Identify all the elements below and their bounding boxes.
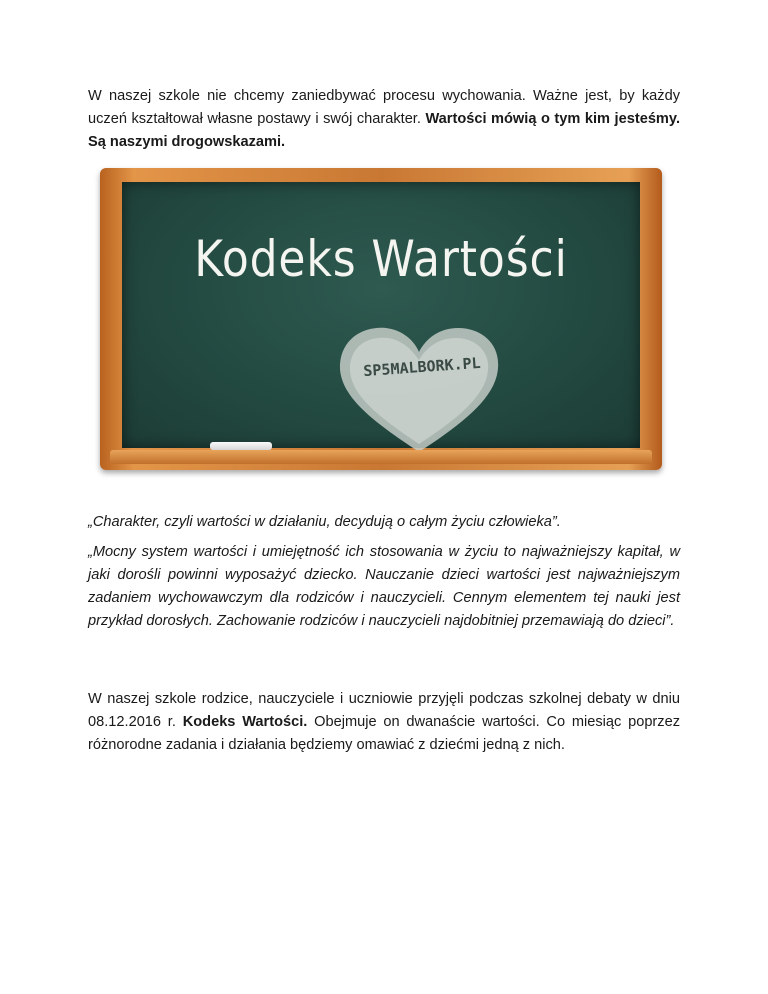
chalk-stick bbox=[210, 442, 272, 450]
chalkboard-surface bbox=[122, 182, 640, 448]
intro-bold-text: Wartości mówią o tym kim jesteśmy. Są naszymi drogowskazami. bbox=[88, 111, 680, 150]
intro-paragraph bbox=[88, 85, 680, 154]
chalk-heart-icon bbox=[334, 324, 504, 456]
chalkboard-title: Kodeks Wartości bbox=[194, 230, 568, 288]
closing-bold-text: Kodeks Wartości. bbox=[182, 714, 308, 730]
closing-paragraph bbox=[88, 688, 680, 757]
closing-text-after: Obejmuje on dwanaście wartości. Co miesiąc poprzez różnorodne zadania i działania będziemy omawiać z dziećmi jedną z nich. bbox=[88, 714, 681, 753]
intro-text: W naszej szkole nie chcemy zaniedbywać procesu wychowania. Ważne jest, by każdy uczeń kształtował własne postawy i swój charakter. bbox=[88, 88, 680, 127]
quote-1: „Charakter, czyli wartości w działaniu, decydują o całym życiu człowieka”. bbox=[88, 514, 561, 530]
closing-text-before: W naszej szkole rodzice, nauczyciele i uczniowie przyjęli podczas szkolnej debaty w dniu 08.12.2016 r. bbox=[88, 691, 680, 730]
chalkboard-image bbox=[100, 168, 662, 470]
quote-2: „Mocny system wartości i umiejętność ich stosowania w życiu to najważniejszy kapitał, w jaki dorośli powinni wyposażyć dziecko. Nauczanie dzieci wartości jest najważniejszym zadaniem wychowawczym dla rodziców i nauczycieli. Cennym elementem tej nauki jest przykład dorosłych. Zachowanie rodziców i nauczycieli najdobitniej przemawiają do dzieci”. bbox=[88, 544, 680, 629]
chalkboard-ledge bbox=[110, 450, 652, 464]
heart-label: SP5MALBORK.PL bbox=[362, 353, 482, 381]
